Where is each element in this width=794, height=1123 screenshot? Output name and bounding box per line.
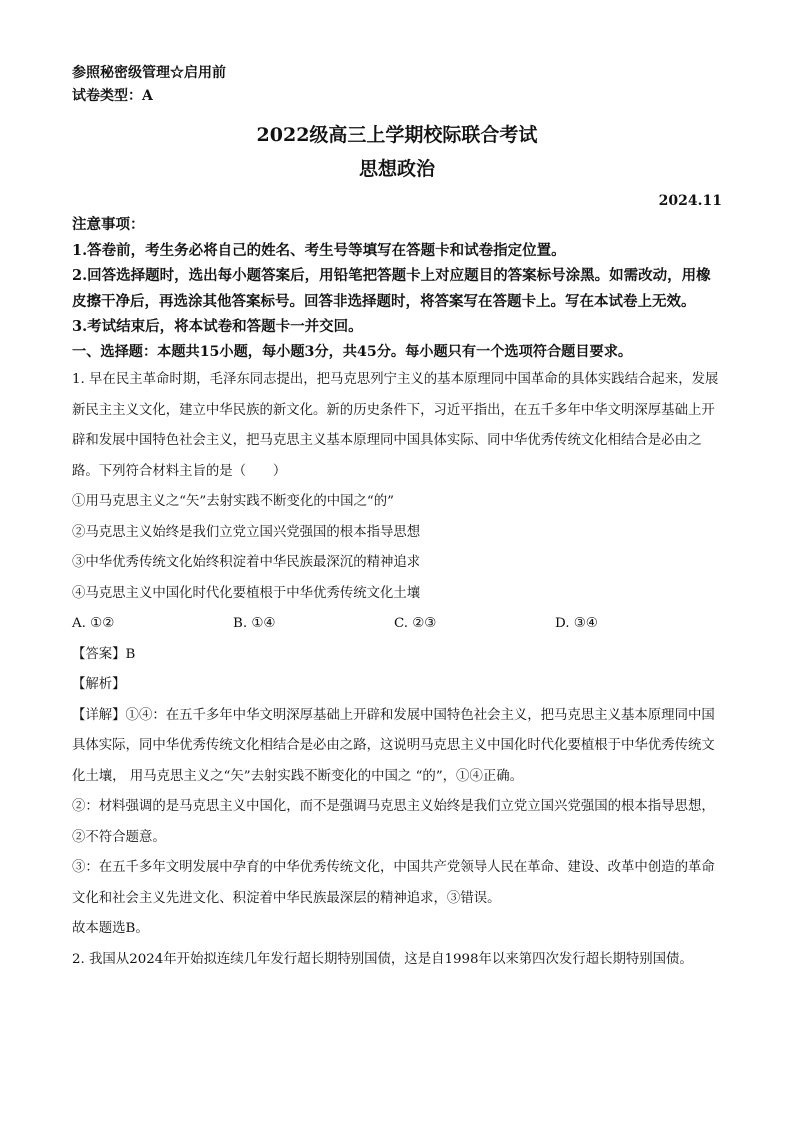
detail-paragraph-3: ③：在五千多年文明发展中孕育的中华优秀传统文化，中国共产党领导人民在革命、建设、改革中创造的革命文化和社会主义先进文化、积淀着中华民族最深层的精神追求，③错误。 — [72, 860, 715, 906]
notice-item-2: 2.回答选择题时，选出每小题答案后，用铅笔把答题卡上对应题目的答案标号涂黑。如需改动，用橡皮擦干净后，再选涂其他答案标号。回答非选择题时，将答案写在答题卡上。写在本试卷上无效。 — [72, 267, 711, 310]
question-1-solution — [72, 640, 722, 945]
notice-item-1: 1.答卷前，考生务必将自己的姓名、考生号等填写在答题卡和试卷指定位置。 — [72, 241, 566, 259]
question-1-options — [72, 609, 722, 640]
section-heading: 一、选择题：本题共15小题，每小题3分，共45分。每小题只有一个选项符合题目要求。 — [72, 343, 633, 360]
statement-3: ③中华优秀传统文化始终积淀着中华民族最深沉的精神追求 — [72, 555, 421, 570]
secret-level: 参照秘密级管理☆启用前 — [72, 65, 226, 81]
notice-block — [72, 212, 722, 365]
option-b: B. ①④ — [233, 616, 276, 631]
paper-type: 试卷类型：A — [72, 88, 153, 104]
exam-subject: 思想政治 — [358, 158, 435, 180]
detail-paragraph-2: ②：材料强调的是马克思主义中国化，而不是强调马克思主义始终是我们立党立国兴党强国的根本指导思想，②不符合题意。 — [72, 799, 715, 845]
option-a: A. ①② — [72, 616, 115, 631]
exam-title: 2022级高三上学期校际联合考试 — [256, 124, 538, 146]
analysis-label: 【解析】 — [72, 677, 126, 692]
question-2-stem: 2. 我国从2024年开始拟连续几年发行超长期特别国债，这是自1998年以来第四次发行超长期特别国债。 — [72, 951, 693, 967]
detail-conclusion: 故本题选B。 — [72, 921, 149, 936]
detail-paragraph-1: 【详解】①④：在五千多年中华文明深厚基础上开辟和发展中国特色社会主义，把马克思主义基本原理同中国具体实际，同中华优秀传统文化相结合是必由之路，这说明马克思主义中国化时代化要植根于中华优秀传统文化土壤， 用马克思主义之“矢”去射实践不断变化的中国之 “的”，①④正确。 — [72, 707, 715, 784]
question-2 — [72, 945, 722, 976]
statement-2: ②马克思主义始终是我们立党立国兴党强国的根本指导思想 — [72, 524, 421, 540]
statement-1: ①用马克思主义之“矢”去射实践不断变化的中国之“的” — [72, 494, 394, 509]
question-1 — [72, 365, 722, 609]
question-1-stem: 1. 早在民主革命时期，毛泽东同志提出，把马克思列宁主义的基本原理同中国革命的具体实践结合起来，发展新民主主义文化，建立中华民族的新文化。新的历史条件下，习近平指出，在五千多年中华文明深厚基础上开辟和发展中国特色社会主义，把马克思主义基本原理同中国具体实际、同中华优秀传统文化相结合是必由之路。下列符合材料主旨的是（ ） — [72, 372, 719, 479]
statement-4: ④马克思主义中国化时代化要植根于中华优秀传统文化土壤 — [72, 585, 421, 601]
notice-item-3: 3.考试结束后，将本试卷和答题卡一并交回。 — [72, 318, 363, 335]
answer-label: 【答案】B — [72, 646, 136, 662]
option-c: C. ②③ — [394, 616, 437, 631]
exam-date: 2024.11 — [658, 193, 722, 209]
notice-heading: 注意事项： — [72, 216, 145, 233]
option-d: D. ③④ — [555, 616, 598, 631]
